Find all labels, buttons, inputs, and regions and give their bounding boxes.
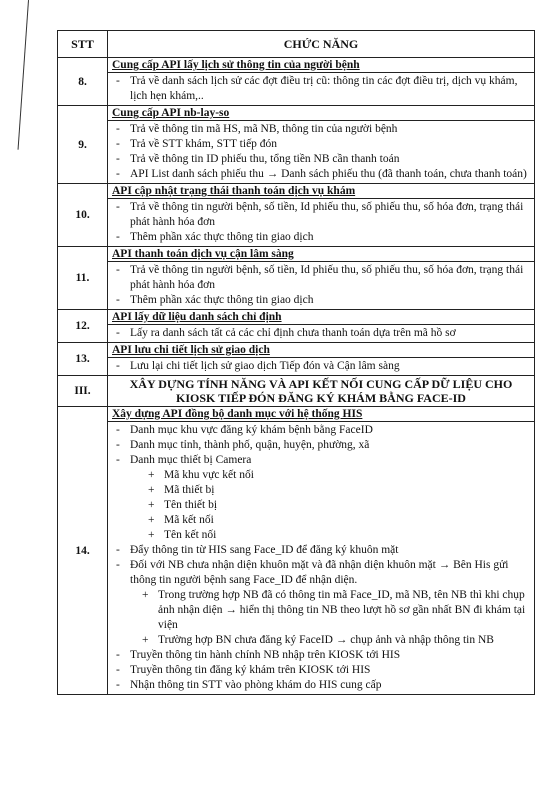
function-table (57, 30, 535, 695)
row-number: 8. (58, 58, 108, 106)
item-text: Truyền thông tin hành chính NB nhập trên KIOSK tới HIS (130, 649, 401, 661)
dash-bullet: - (116, 559, 120, 571)
item-text: Lưu lại chi tiết lịch sử giao dịch Tiếp đón và Cận lâm sàng (130, 360, 400, 372)
table-row (58, 199, 535, 247)
row-body (108, 358, 535, 376)
sub-item (112, 588, 530, 633)
sub-item (112, 513, 530, 528)
table-row (58, 262, 535, 310)
list-item (112, 558, 530, 588)
row-number: 10. (58, 184, 108, 247)
item-text: Trả về thông tin người bệnh, số tiền, Id phiếu thu, số phiếu thu, số hóa đơn, trạng thái phát hành hóa đơn (130, 264, 524, 291)
row-body (108, 199, 535, 247)
row-title: Cung cấp API nb-lay-so (108, 106, 535, 121)
table-row-13 (58, 343, 535, 358)
item-text: Tên thiết bị (164, 499, 218, 511)
table-row-10 (58, 184, 535, 199)
item-text: Mã kết nối (164, 514, 214, 526)
row-number: 13. (58, 343, 108, 376)
item-text: Trả về thông tin người bệnh, số tiền, Id phiếu thu, số phiếu thu, số hóa đơn, trạng thái phát hành hóa đơn (130, 201, 524, 228)
item-text: Truyền thông tin đăng ký khám trên KIOSK tới HIS (130, 664, 371, 676)
row-body (108, 422, 535, 695)
header-function: CHỨC NĂNG (108, 31, 535, 58)
sub-item (112, 498, 530, 513)
row-title: Xây dựng API đồng bộ danh mục với hệ thống HIS (108, 407, 535, 422)
row-title: API thanh toán dịch vụ cận lâm sàng (108, 247, 535, 262)
row-title: API lưu chi tiết lịch sử giao dịch (108, 343, 535, 358)
list-item (112, 663, 530, 678)
table-row (58, 325, 535, 343)
dash-bullet: - (116, 138, 120, 150)
table-row-9 (58, 106, 535, 121)
list-item (112, 293, 530, 308)
sub-item (112, 483, 530, 498)
list-item (112, 137, 530, 152)
dash-bullet: - (116, 360, 120, 372)
plus-bullet: + (148, 514, 155, 526)
item-text: Trả về STT khám, STT tiếp đón (130, 138, 278, 150)
sub-item (112, 468, 530, 483)
list-item (112, 122, 530, 137)
dash-bullet: - (116, 75, 120, 87)
list-item (112, 438, 530, 453)
dash-bullet: - (116, 294, 120, 306)
list-item (112, 230, 530, 245)
item-text: Thêm phần xác thực thông tin giao dịch (130, 231, 314, 243)
dash-bullet: - (116, 439, 120, 451)
list-item (112, 263, 530, 293)
sub-item (112, 633, 530, 648)
table-row-11 (58, 247, 535, 262)
item-text: Trong trường hợp NB đã có thông tin mã Face_ID, mã NB, tên NB thì khi chụp ảnh nhận diện → hiển thị thông tin NB theo lượt hồ sơ gần nhất BN đi khám tại viện (158, 589, 526, 631)
item-text: Nhận thông tin STT vào phòng khám do HIS cung cấp (130, 679, 382, 691)
list-item (112, 74, 530, 104)
row-number: 11. (58, 247, 108, 310)
plus-bullet: + (148, 499, 155, 511)
row-number: 12. (58, 310, 108, 343)
plus-bullet: + (148, 529, 155, 541)
list-item (112, 200, 530, 230)
item-text: Trả về thông tin mã HS, mã NB, thông tin của người bệnh (130, 123, 398, 135)
plus-bullet: + (148, 469, 155, 481)
plus-bullet: + (142, 634, 149, 646)
item-text: Trả về danh sách lịch sử các đợt điều trị cũ: thông tin các đợt điều trị, dịch vụ khám, lịch hẹn khám,.. (130, 75, 518, 102)
row-body (108, 121, 535, 184)
row-number: 9. (58, 106, 108, 184)
dash-bullet: - (116, 679, 120, 691)
dash-bullet: - (116, 649, 120, 661)
list-item (112, 152, 530, 167)
item-text: Trường hợp BN chưa đăng ký FaceID → chụp ảnh và nhập thông tin NB (158, 634, 494, 646)
row-title: API lấy dữ liệu danh sách chỉ định (108, 310, 535, 325)
table-row (58, 422, 535, 695)
dash-bullet: - (116, 231, 120, 243)
table-row (58, 358, 535, 376)
dash-bullet: - (116, 264, 120, 276)
table-row (58, 121, 535, 184)
list-item (112, 648, 530, 663)
row-title: API cập nhật trạng thái thanh toán dịch vụ khám (108, 184, 535, 199)
dash-bullet: - (116, 168, 120, 180)
item-text: Đẩy thông tin từ HIS sang Face_ID để đăng ký khuôn mặt (130, 544, 399, 556)
item-text: Đối với NB chưa nhận diện khuôn mặt và đã nhận diện khuôn mặt → Bên His gửi thông tin người bệnh sang Face_ID để nhận diện. (130, 559, 509, 586)
item-text: Thêm phần xác thực thông tin giao dịch (130, 294, 314, 306)
list-item (112, 167, 530, 182)
item-text: Mã khu vực kết nối (164, 469, 254, 481)
dash-bullet: - (116, 123, 120, 135)
row-body (108, 262, 535, 310)
item-text: Trả về thông tin ID phiếu thu, tổng tiền NB cần thanh toán (130, 153, 400, 165)
item-text: Danh mục tỉnh, thành phố, quận, huyện, phường, xã (130, 439, 370, 451)
list-item (112, 359, 530, 374)
dash-bullet: - (116, 544, 120, 556)
table-header (58, 31, 535, 58)
row-body (108, 73, 535, 106)
plus-bullet: + (142, 589, 149, 601)
item-text: Danh mục khu vực đăng ký khám bệnh bằng FaceID (130, 424, 373, 436)
list-item (112, 678, 530, 693)
row-body (108, 325, 535, 343)
list-item (112, 326, 530, 341)
dash-bullet: - (116, 454, 120, 466)
row-title: Cung cấp API lấy lịch sử thông tin của người bệnh (108, 58, 535, 73)
list-item (112, 543, 530, 558)
item-text: Tên kết nối (164, 529, 217, 541)
item-text: Danh mục thiết bị Camera (130, 454, 252, 466)
item-text: Lấy ra danh sách tất cả các chỉ định chưa thanh toán dựa trên mã hồ sơ (130, 327, 456, 339)
dash-bullet: - (116, 327, 120, 339)
page-margin-line (18, 0, 29, 150)
table-row-14 (58, 407, 535, 422)
plus-bullet: + (148, 484, 155, 496)
table-row (58, 73, 535, 106)
list-item (112, 423, 530, 438)
item-text: Mã thiết bị (164, 484, 215, 496)
table-row-12 (58, 310, 535, 325)
dash-bullet: - (116, 664, 120, 676)
header-stt: STT (58, 31, 108, 58)
dash-bullet: - (116, 201, 120, 213)
dash-bullet: - (116, 153, 120, 165)
sub-item (112, 528, 530, 543)
section-number: III. (58, 376, 108, 407)
dash-bullet: - (116, 424, 120, 436)
table-row-8 (58, 58, 535, 73)
list-item (112, 453, 530, 468)
item-text: API List danh sách phiếu thu → Danh sách phiếu thu (đã thanh toán, chưa thanh toán) (130, 168, 527, 180)
row-number: 14. (58, 407, 108, 695)
section-row-III (58, 376, 535, 407)
section-title: XÂY DỰNG TÍNH NĂNG VÀ API KẾT NỐI CUNG CẤP DỮ LIỆU CHO KIOSK TIẾP ĐÓN ĐĂNG KÝ KHÁM BẰNG FACE-ID (108, 376, 535, 407)
